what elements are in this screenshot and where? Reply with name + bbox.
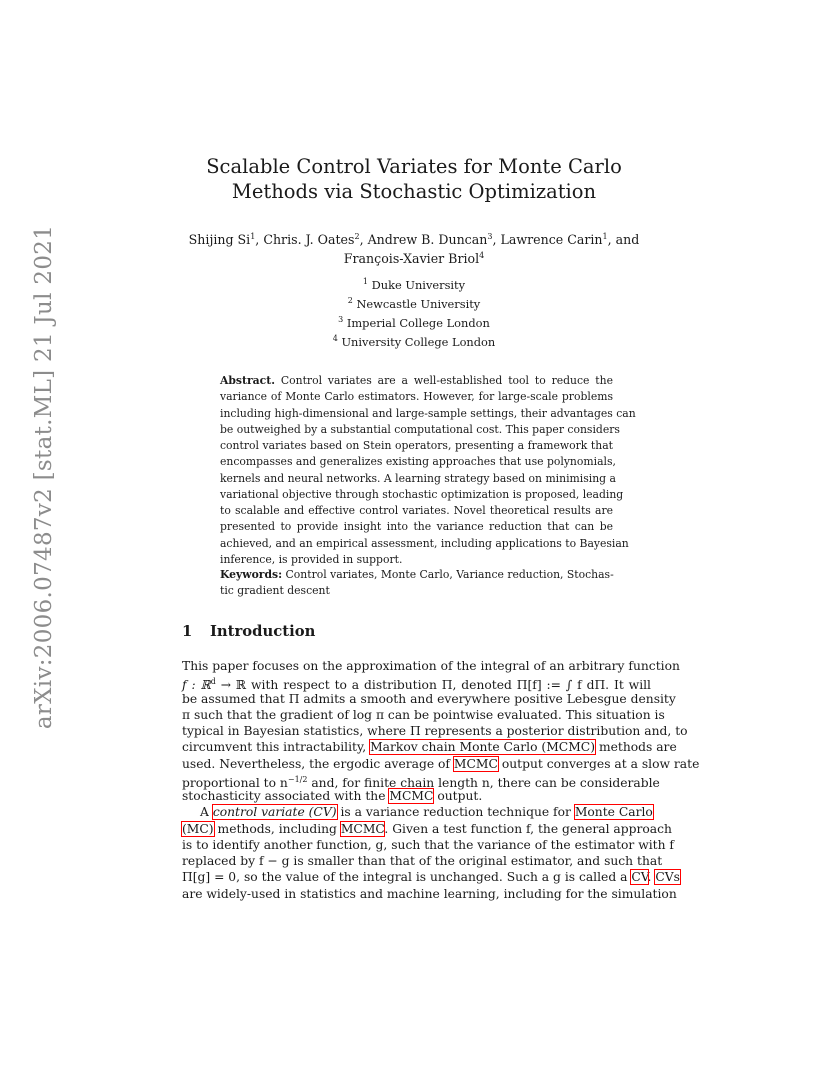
cv-link[interactable]: CV bbox=[631, 870, 648, 885]
paragraph-line bbox=[182, 821, 672, 837]
author-name: Chris. J. Oates bbox=[263, 232, 355, 247]
author-affiliation-mark: 2 bbox=[354, 232, 360, 241]
abstract-line: including high-dimensional and large-sample settings, their advantages can bbox=[220, 406, 636, 420]
paper-title bbox=[0, 154, 828, 204]
text-run: used. Nevertheless, the ergodic average of bbox=[182, 756, 450, 771]
author-name: Lawrence Carin bbox=[500, 232, 603, 247]
affiliation-item bbox=[0, 312, 828, 331]
text-run: methods, including bbox=[217, 821, 337, 836]
author-name: François-Xavier Briol bbox=[343, 251, 480, 266]
paragraph-line: replaced by f − g is smaller than that of the original estimator, and such that bbox=[182, 854, 663, 868]
section-heading bbox=[182, 623, 315, 640]
abstract bbox=[220, 374, 636, 569]
body-text bbox=[182, 658, 700, 902]
paragraph-line bbox=[182, 674, 651, 693]
abstract-line: control variates based on Stein operators, presenting a framework that bbox=[220, 439, 613, 452]
paragraph-line bbox=[182, 772, 660, 790]
paragraph-line bbox=[182, 869, 680, 885]
author-conjunction: and bbox=[615, 232, 640, 247]
title-line-1: Scalable Control Variates for Monte Carlo bbox=[206, 155, 622, 178]
arxiv-identifier-text: arXiv:2006.07487v2 [stat.ML] 21 Jul 2021 bbox=[31, 224, 57, 730]
abstract-line: inference, is provided in support. bbox=[220, 552, 403, 566]
affiliation-item bbox=[0, 293, 828, 312]
text-run: output. bbox=[437, 789, 483, 803]
paragraph-line: This paper focuses on the approximation of the integral of an arbitrary function bbox=[182, 659, 680, 673]
control-variate-link[interactable] bbox=[213, 805, 337, 819]
affiliation-item bbox=[0, 274, 828, 293]
text-run: Π[g] = 0, so the value of the integral is unchanged. Such a g is called a bbox=[182, 870, 628, 885]
affiliation-mark: 1 bbox=[362, 277, 369, 286]
paragraph-line bbox=[182, 739, 677, 755]
keywords-label: Keywords: bbox=[220, 568, 283, 581]
keywords bbox=[220, 568, 613, 601]
text-run: is a variance reduction technique for bbox=[340, 805, 571, 820]
cvs-link[interactable]: CVs bbox=[655, 870, 680, 885]
affiliation-mark: 3 bbox=[338, 315, 344, 324]
affiliation-name: Duke University bbox=[371, 278, 466, 292]
affiliation-name: Newcastle University bbox=[356, 297, 481, 311]
math-superscript: d bbox=[210, 677, 216, 687]
author-affiliation-mark: 1 bbox=[602, 232, 608, 241]
section-title: Introduction bbox=[210, 623, 316, 640]
math-text: f : ℝ bbox=[182, 678, 211, 693]
keywords-line: Control variates, Monte Carlo, Variance reduction, Stochas- bbox=[285, 568, 614, 581]
affiliation-list bbox=[0, 274, 828, 350]
text-run: and, for finite chain length n, there can be considerable bbox=[307, 775, 660, 790]
paragraph-line bbox=[182, 804, 651, 820]
paragraph-line: be assumed that Π admits a smooth and everywhere positive Lebesgue density bbox=[182, 691, 676, 706]
abstract-line: be outweighed by a substantial computational cost. This paper considers bbox=[220, 422, 620, 436]
abstract-label: Abstract. bbox=[220, 374, 275, 387]
title-line-2: Methods via Stochastic Optimization bbox=[231, 180, 597, 203]
paragraph-line bbox=[182, 756, 700, 772]
affiliation-mark: 2 bbox=[347, 296, 353, 305]
mcmc-link[interactable]: MCMC bbox=[389, 789, 434, 803]
author-affiliation-mark: 4 bbox=[479, 251, 485, 260]
affiliation-mark: 4 bbox=[332, 334, 338, 343]
affiliation-item bbox=[0, 331, 828, 350]
paragraph-line: typical in Bayesian statistics, where Π represents a posterior distribution and, to bbox=[182, 724, 688, 738]
abstract-line: to scalable and effective control variates. Novel theoretical results are bbox=[220, 504, 613, 517]
abstract-line: kernels and neural networks. A learning strategy based on minimising a bbox=[220, 471, 616, 485]
paragraph-line: are widely-used in statistics and machine learning, including for the simulation bbox=[182, 886, 677, 901]
author-name: Andrew B. Duncan bbox=[367, 232, 488, 247]
abstract-line: achieved, and an empirical assessment, including applications to Bayesian bbox=[220, 536, 629, 550]
paragraph-line: is to identify another function, g, such that the variance of the estimator with f bbox=[182, 837, 674, 852]
text-run: → ℝ with respect to a distribution Π, denoted Π[f] := ∫ f dΠ. It will bbox=[215, 678, 651, 693]
abstract-line: Control variates are a well-established tool to reduce the bbox=[280, 374, 613, 387]
author-list: Shijing Si$^1$, Chris. J. Oates$^2$, Andrew B. Duncan$^3$, Lawrence Carin$^1$, and François-Xavier Briol$^4$ bbox=[188, 232, 640, 266]
keywords-line: tic gradient descent bbox=[220, 584, 330, 598]
abstract-line: variance of Monte Carlo estimators. However, for large-scale problems bbox=[220, 390, 613, 404]
text-run: methods are bbox=[598, 740, 677, 755]
text-run: output converges at a slow rate bbox=[501, 756, 700, 771]
monte-carlo-link[interactable]: Monte Carlo bbox=[574, 805, 653, 820]
text-run: . Given a test function f, the general approach bbox=[384, 821, 672, 836]
paragraph-line: π such that the gradient of log π can be pointwise evaluated. This situation is bbox=[182, 707, 665, 722]
affiliation-name: University College London bbox=[341, 335, 496, 349]
author-affiliation-mark: 1 bbox=[250, 232, 256, 241]
mcmc-link[interactable]: MCMC bbox=[340, 821, 385, 836]
abstract-line: presented to provide insight into the variance reduction that can be bbox=[220, 520, 613, 534]
text-run: stochasticity associated with the bbox=[182, 789, 386, 803]
link-text: control variate (CV) bbox=[212, 805, 337, 820]
mcmc-link[interactable]: MCMC bbox=[453, 756, 498, 771]
text-run: circumvent this intractability, bbox=[182, 740, 367, 755]
text-run: . bbox=[647, 870, 652, 885]
abstract-line: encompasses and generalizes existing approaches that use polynomials, bbox=[220, 455, 616, 469]
math-superscript: −1/2 bbox=[287, 774, 308, 784]
abstract-line: variational objective through stochastic optimization is proposed, leading bbox=[220, 487, 624, 501]
affiliation-name: Imperial College London bbox=[346, 316, 490, 330]
paragraph-line bbox=[182, 788, 651, 804]
mc-link[interactable]: (MC) bbox=[182, 821, 214, 836]
author-affiliation-mark: 3 bbox=[487, 232, 493, 241]
text-run: proportional to n bbox=[182, 775, 288, 790]
text-run: A bbox=[200, 805, 209, 820]
mcmc-link[interactable]: Markov chain Monte Carlo (MCMC) bbox=[370, 740, 596, 755]
author-name: Shijing Si bbox=[188, 232, 251, 247]
section-number: 1 bbox=[182, 623, 193, 640]
